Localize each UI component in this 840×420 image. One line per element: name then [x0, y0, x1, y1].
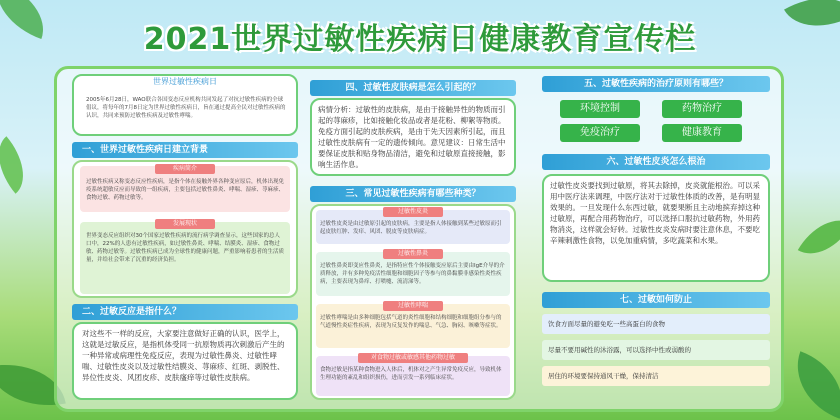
type1-tag: 过敏性皮炎 [383, 207, 443, 217]
section2-text: 对这些不一样的反应，大家要注意做好正确的认识，医学上，这就是过敏反应，是指机体受同一抗原物质再次刺激后产生的一种异常或病理性免疫反应，表现为过敏性鼻炎、过敏性哮喘、过敏性皮炎以及过敏性结膜炎、荨麻疹、红斑、剥脱性、异位性皮炎、风团皮疹、皮肤瘙痒等过敏性皮肤病。 [82, 329, 285, 382]
type4-tag: 对食物过敏或敏感其他药物过敏 [358, 353, 468, 363]
leaf-decoration-left [0, 136, 39, 194]
prevent-item-1: 饮食方面尽量的避免吃一些高蛋白的食物 [542, 314, 770, 334]
page-title: 2021世界过敏性疾病日健康教育宣传栏 [143, 22, 697, 57]
section4-text: 病情分析：过敏性的皮肤病，是由于接触异性的物质而引起的荨麻疹，比如接触化妆品或者是花粉、柳絮等物质。免疫方面引起的皮肤疾病，是由于先天因素所引起，而且过敏性皮肤病有一定的遗传倾向。意见建议：日常生活中要保证皮肤和贴身物品清洁，避免和过敏原直接接触，影响生活作息。 [318, 105, 506, 169]
intro-banner [80, 76, 290, 88]
section6-header: 六、过敏性皮炎怎么根治 [542, 154, 770, 170]
leaf-decoration-right [798, 207, 840, 267]
section1-tag2: 发展现状 [155, 219, 215, 229]
treatment-environment-control: 环境控制 [560, 100, 640, 118]
leaf-decoration-bottom-right [783, 351, 840, 419]
type3-tag: 过敏性哮喘 [383, 301, 443, 311]
type1-text: 过敏性皮炎是由过敏原引起的皮肤病，主要是指人体接触到某些过敏原而引起皮肤红肿、发痒、风团、脱皮等皮肤病症。 [320, 221, 502, 235]
prevent-item-3: 居住的环境要保持通风干燥，保持清洁 [542, 366, 770, 386]
type2-text: 过敏性鼻炎即变应性鼻炎，是指特应性个体接触变应原后主要由IgE介导的介质释放，并有多种免疫活性细胞和细胞因子等参与的鼻黏膜非感染性炎性疾病，主要表现为鼻痒、打喷嚏、流清涕等。 [320, 263, 505, 285]
section1-header: 一、世界过敏性疾病日建立背景 [72, 142, 298, 158]
section7-header: 七、过敏如何防止 [542, 292, 770, 308]
treatment-health-education: 健康教育 [662, 124, 742, 142]
section1-tag1: 疾病简介 [155, 164, 215, 174]
type4-text: 食物过敏是指某种食物进入人体后，机体对之产生异常免疫反应，导致机体生理功能的紊乱和组织损伤，进而引发一系列临床症状。 [320, 367, 502, 381]
prevent-item-2: 尽量不要用碱性的沐浴露，可以选择中性或弱酸的 [542, 340, 770, 360]
treatment-drug-therapy: 药物治疗 [662, 100, 742, 118]
type2-tag: 过敏性鼻炎 [383, 249, 443, 259]
section4-header: 四、过敏性皮肤病是怎么引起的？ [310, 80, 516, 96]
section5-header: 五、过敏性疾病的治疗原则有哪些？ [542, 76, 770, 92]
section3-header: 三、常见过敏性疾病有哪些种类？ [310, 186, 516, 202]
section1-text2: 世界变态反应组织对30个国家过敏性疾病的流行病学调查显示，这些国家的总人口中，22%的人患有过敏性疾病，如过敏性鼻炎、哮喘、结膜炎、湿疹、食物过敏、药物过敏等。过敏性疾病已成为全球性的健康问题，严重影响着患者的生活质量，并给社会带来了沉重的经济负担。 [86, 233, 284, 263]
intro-banner-text: 世界过敏性疾病日 [153, 77, 217, 86]
section1-text1: 过敏性疾病又称变态反应性疾病，是指个体在接触外界各种变应原后，机体出现免疫系统超敏反应而导致的一组疾病，主要包括过敏性鼻炎、哮喘、湿疹、荨麻疹、食物过敏、药物过敏等。 [86, 179, 284, 201]
section2-header: 二、过敏反应是指什么？ [72, 304, 298, 320]
section6-text: 过敏性皮炎要找到过敏原，将其去除掉，皮炎就能根治。可以采用中医疗法来调理，中医疗法对于过敏性体质的改善，是有明显效果的。一旦发现什么东西过敏，就要果断且主动地摈弃掉这种过敏原，再配合用药物治疗，可以选择口服抗过敏药物，外用药物消炎，这样就会好转。过敏性皮炎发病时要注意休息，不要吃辛辣刺激性食物，以免加重病情，多吃蔬菜和水果。 [550, 181, 760, 245]
intro-text: 2005年6月28日，WAO联合各国变态反应机构共同发起了对抗过敏性疾病的全球倡议，将每年的7月8日定为世界过敏性疾病日，旨在通过提高全民对过敏性疾病的认识，共同来预防过敏性疾病及过敏性哮喘。 [86, 97, 286, 119]
type3-text: 过敏性哮喘是由多种细胞包括气道的炎性细胞和结构细胞和细胞组分参与的气道慢性炎症性疾病，表现为反复发作的喘息、气急、胸闷、咳嗽等症状。 [320, 315, 502, 329]
treatment-immunotherapy: 免疫治疗 [560, 124, 640, 142]
